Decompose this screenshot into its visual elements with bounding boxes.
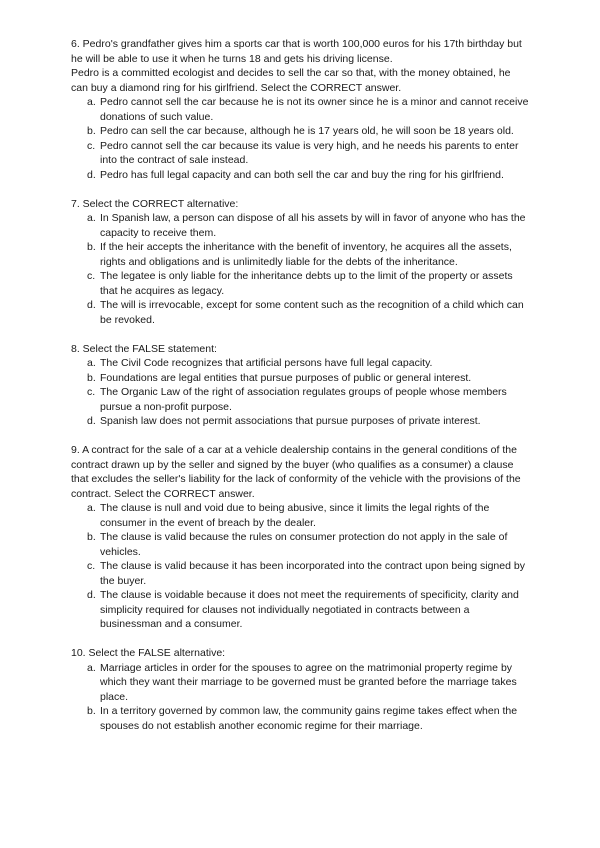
option-text: If the heir accepts the inheritance with the benefit of inventory, he acquires all the assets, rights and obligations and is unlimitedly liable for the debts of the inheritance. [100,241,512,268]
option-letter: b. [87,125,96,137]
option-letter: b. [87,705,96,717]
answer-option-b [71,704,529,733]
answer-option-c [71,139,529,168]
question-stem-paragraph: 8. Select the FALSE statement: [71,342,217,355]
option-letter: a. [87,661,96,674]
answer-option-a [71,356,529,371]
answer-option-d [71,298,529,327]
option-letter: d. [87,299,96,311]
answer-option-b [71,124,529,139]
question-stem-paragraph: 9. A contract for the sale of a car at a vehicle dealership contains in the general conditions of the contract drawn up by the seller and signed by the buyer (who qualifies as a consumer) a clause that excludes the seller's liability for the lack of conformity of the vehicle with the provisions of the contract. Select the CORRECT answer. [71,444,521,500]
option-letter: a. [87,502,96,514]
option-text: The clause is valid because it has been incorporated into the contract upon being signed by the buyer. [100,560,525,587]
question-7 [71,197,529,328]
option-text: In a territory governed by common law, the community gains regime takes effect when the spouses do not establish another economic regime for their marriage. [100,705,518,732]
option-text: Pedro cannot sell the car because he is not its owner since he is a minor and cannot receive donations of such value. [100,96,529,123]
question-stem [71,37,529,95]
answer-options [71,211,529,327]
option-letter: b. [87,531,96,543]
answer-option-b [71,371,529,386]
option-letter: c. [87,139,96,152]
question-8 [71,342,529,429]
question-stem [71,197,529,212]
answer-option-c [71,559,529,588]
question-stem [71,646,529,661]
question-stem-paragraph: 6. Pedro's grandfather gives him a sports car that is worth 100,000 euros for his 17th birthday but he will be able to use it when he turns 18 and gets his driving license. [71,38,522,65]
option-letter: a. [87,357,96,369]
option-letter: d. [87,415,96,427]
option-text: Spanish law does not permit associations that pursue purposes of private interest. [100,415,481,427]
option-text: Pedro can sell the car because, although he is 17 years old, he will soon be 18 years old. [100,125,514,137]
answer-option-d [71,588,529,632]
option-text: Pedro cannot sell the car because its value is very high, and he needs his parents to enter into the contract of sale instead. [100,139,519,166]
option-text: Pedro has full legal capacity and can both sell the car and buy the ring for his girlfriend. [100,168,504,181]
option-text: The legatee is only liable for the inheritance debts up to the limit of the property or assets that he acquires as legacy. [100,270,513,297]
option-text: Foundations are legal entities that pursue purposes of public or general interest. [100,371,472,384]
question-stem-paragraph: 7. Select the CORRECT alternative: [71,197,239,210]
option-text: The clause is null and void due to being abusive, since it limits the legal rights of the consumer in the event of breach by the dealer. [100,502,490,529]
question-stem [71,443,529,501]
option-text: The Civil Code recognizes that artificial persons have full legal capacity. [100,357,433,369]
option-text: In Spanish law, a person can dispose of all his assets by will in favor of anyone who has the capacity to receive them. [100,212,526,239]
option-letter: c. [87,270,96,282]
option-text: The clause is voidable because it does not meet the requirements of specificity, clarity and simplicity required for clauses not individually negotiated in contracts between a businessman and a consumer. [100,589,519,630]
answer-options [71,501,529,632]
option-letter: b. [87,241,96,253]
answer-option-a [71,95,529,124]
option-letter: d. [87,168,96,181]
answer-option-a [71,211,529,240]
option-text: Marriage articles in order for the spouses to agree on the matrimonial property regime by which they want their marriage to be governed must be granted before the marriage takes place. [100,661,517,703]
answer-options [71,95,529,182]
answer-option-b [71,530,529,559]
question-stem-paragraph: 10. Select the FALSE alternative: [71,647,226,659]
answer-option-d [71,168,529,183]
option-text: The Organic Law of the right of association regulates groups of people whose members pursue a non-profit purpose. [100,386,507,413]
option-letter: a. [87,212,96,224]
question-9 [71,443,529,632]
answer-option-c [71,385,529,414]
option-text: The will is irrevocable, except for some content such as the recognition of a child which can be revoked. [100,299,524,326]
exam-page [71,37,529,748]
option-letter: d. [87,589,96,601]
option-letter: c. [87,560,96,572]
question-6 [71,37,529,182]
option-text: The clause is valid because the rules on consumer protection do not apply in the sale of vehicles. [100,531,508,558]
answer-option-b [71,240,529,269]
question-10 [71,646,529,733]
option-letter: b. [87,371,96,384]
answer-option-a [71,661,529,705]
option-letter: c. [87,386,96,398]
answer-option-a [71,501,529,530]
answer-option-d [71,414,529,429]
option-letter: a. [87,96,96,108]
answer-options [71,356,529,429]
answer-options [71,661,529,734]
question-stem-paragraph: Pedro is a committed ecologist and decides to sell the car so that, with the money obtained, he can buy a diamond ring for his girlfriend. Select the CORRECT answer. [71,67,511,94]
answer-option-c [71,269,529,298]
question-stem [71,342,529,357]
